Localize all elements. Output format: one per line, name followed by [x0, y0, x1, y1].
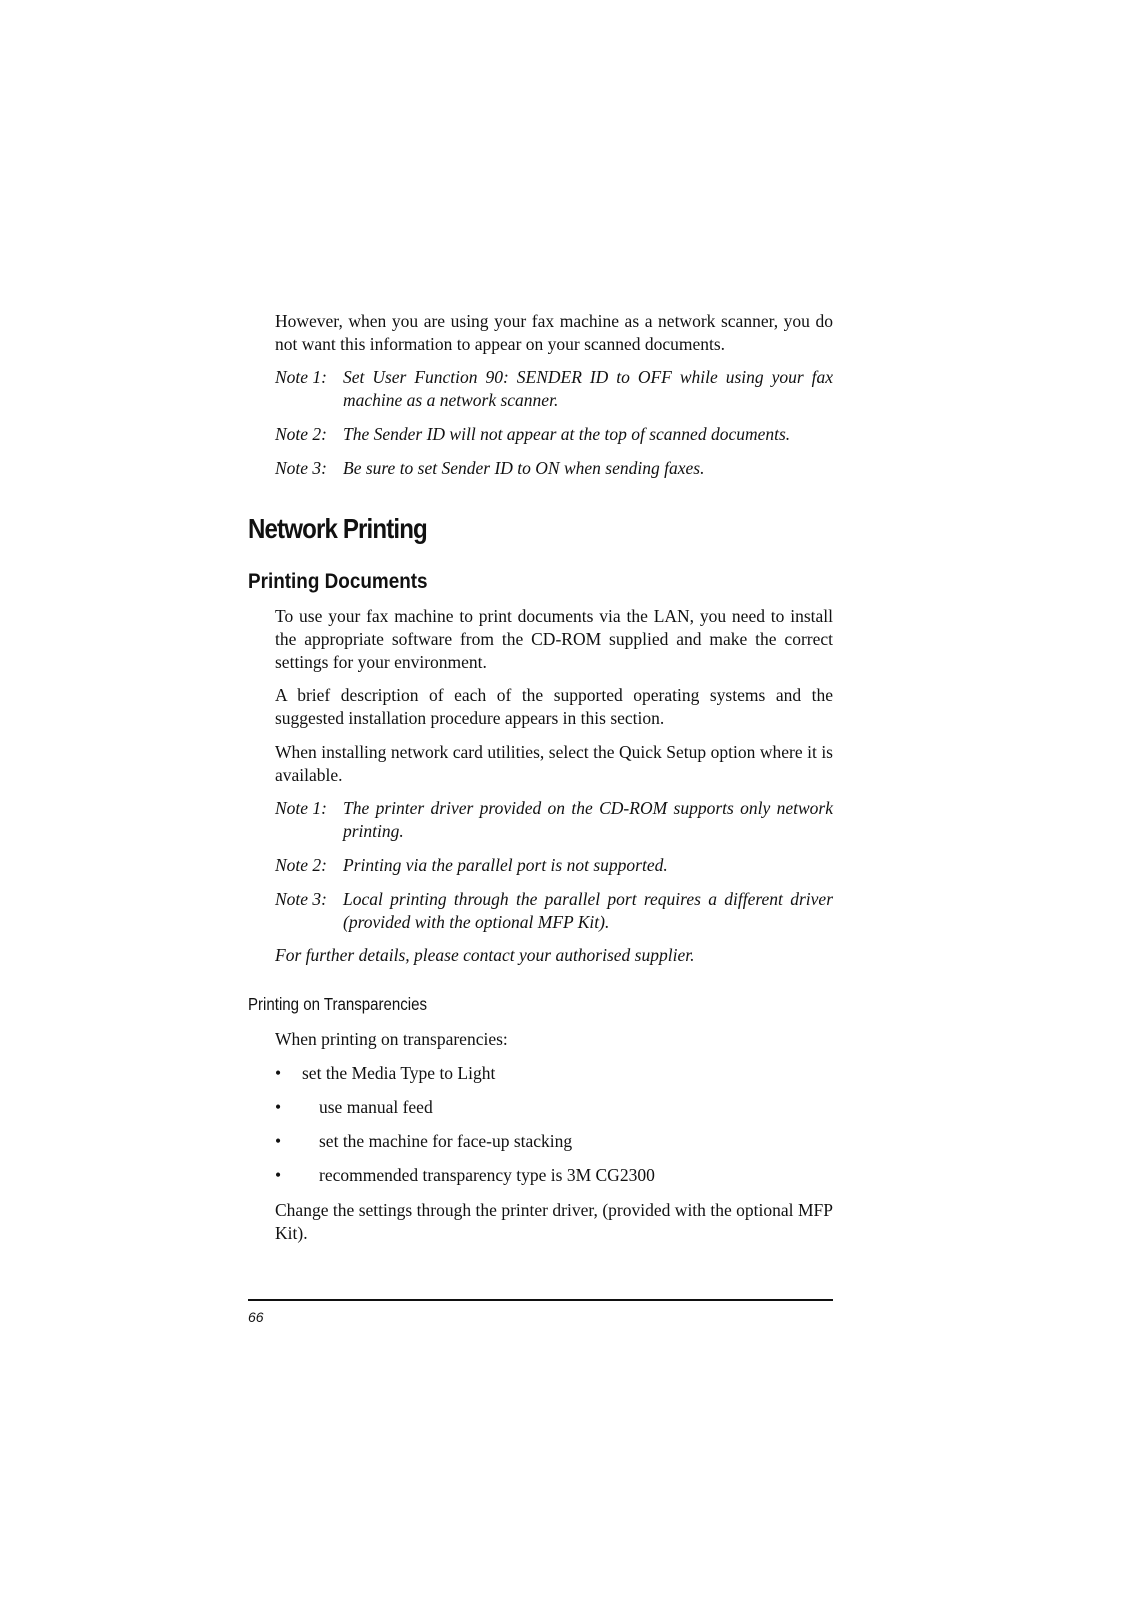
bullet-item	[275, 1130, 572, 1153]
note-label: Note 3:	[275, 889, 328, 909]
note-text: The printer driver provided on the CD-ROM supports only network printing.	[343, 798, 833, 841]
footer-divider	[248, 1299, 833, 1301]
bullet-icon: •	[275, 1063, 282, 1083]
page-number: 66	[248, 1309, 264, 1325]
subsection-title: Printing Documents	[248, 570, 428, 593]
section-paragraph-1: To use your fax machine to print documents via the LAN, you need to install the appropriate software from the CD-ROM supplied and make the correct settings for your environment.	[275, 606, 833, 672]
note-label: Note 1:	[275, 367, 328, 387]
section-note-2	[275, 854, 833, 877]
note-label: Note 1:	[275, 798, 328, 818]
intro-paragraph: However, when you are using your fax machine as a network scanner, you do not want this information to appear on your scanned documents.	[275, 311, 833, 354]
bullet-text: use manual feed	[319, 1097, 433, 1117]
section-paragraph-2: A brief description of each of the supported operating systems and the suggested installation procedure appears in this section.	[275, 685, 833, 728]
section-note-3	[275, 888, 833, 934]
note-text: Local printing through the parallel port requires a different driver (provided with the optional MFP Kit).	[343, 889, 833, 932]
note-label: Note 2:	[275, 424, 328, 444]
note-label: Note 2:	[275, 855, 328, 875]
bullet-text: set the Media Type to Light	[302, 1063, 496, 1083]
bullet-text: recommended transparency type is 3M CG2300	[319, 1165, 655, 1185]
bullet-icon: •	[275, 1165, 282, 1185]
section-title: Network Printing	[248, 513, 427, 544]
section-paragraph-3: When installing network card utilities, select the Quick Setup option where it is available.	[275, 742, 833, 785]
note-text: Be sure to set Sender ID to ON when sending faxes.	[343, 458, 705, 478]
bullet-item	[275, 1164, 655, 1187]
intro-note-1	[275, 366, 833, 412]
note-label: Note 3:	[275, 458, 328, 478]
transparencies-title: Printing on Transparencies	[248, 994, 428, 1014]
note-text: Printing via the parallel port is not supported.	[343, 855, 668, 875]
further-details: For further details, please contact your authorised supplier.	[275, 945, 695, 965]
bullet-item	[275, 1096, 433, 1119]
note-text: The Sender ID will not appear at the top of scanned documents.	[343, 424, 791, 444]
intro-note-2	[275, 423, 833, 446]
note-text: Set User Function 90: SENDER ID to OFF while using your fax machine as a network scanner.	[343, 367, 833, 410]
transparencies-intro: When printing on transparencies:	[275, 1029, 508, 1049]
bullet-icon: •	[275, 1097, 282, 1117]
transparencies-closing: Change the settings through the printer driver, (provided with the optional MFP Kit).	[275, 1200, 833, 1243]
bullet-icon: •	[275, 1131, 282, 1151]
bullet-text: set the machine for face-up stacking	[319, 1131, 573, 1151]
section-note-1	[275, 797, 833, 843]
bullet-item	[275, 1062, 495, 1085]
intro-note-3	[275, 457, 833, 480]
